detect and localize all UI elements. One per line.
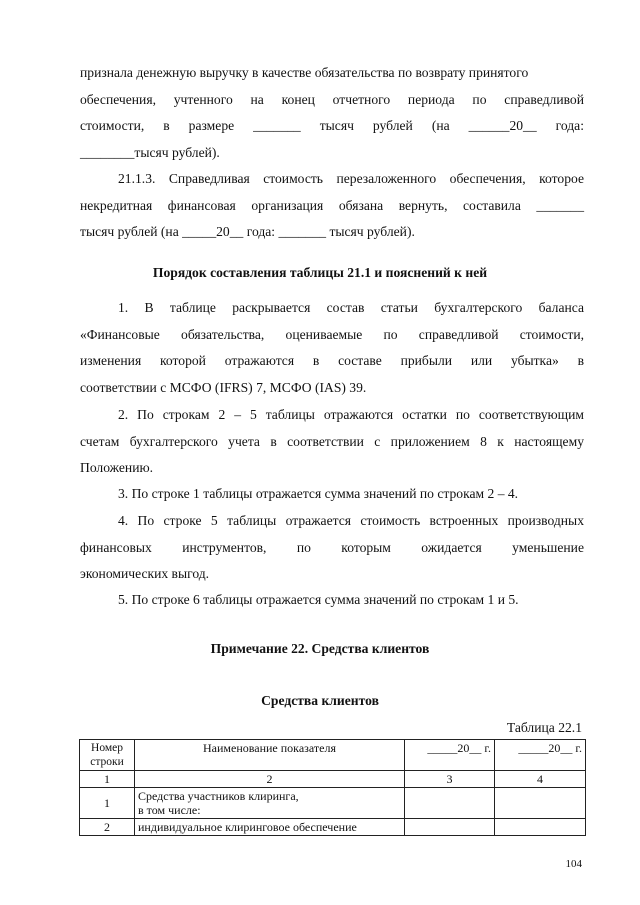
- instruction-item-3: [80, 481, 584, 508]
- text-line: соответствии с МСФО (IFRS) 7, МСФО (IAS) 39.: [80, 379, 367, 395]
- text-line: счетам бухгалтерского учета в соответствии с приложением 8 к настоящему: [80, 433, 584, 449]
- row-value: [495, 819, 586, 836]
- header-period-1: _____20__ г.: [405, 740, 495, 771]
- text-line: обеспечения, учтенного на конец отчетного периода по справедливой: [80, 91, 584, 107]
- text-line: 1. В таблице раскрывается состав статьи бухгалтерского баланса: [118, 300, 584, 315]
- table-caption: Таблица 22.1: [506, 720, 582, 735]
- table-column-number-row: [80, 771, 586, 788]
- client-funds-table: [79, 739, 586, 836]
- text-line: тысяч рублей (на _____20__ года: _______ тысяч рублей).: [80, 224, 415, 239]
- instruction-item-5: [80, 587, 584, 614]
- row-name-line: Средства участников клиринга,: [138, 789, 299, 803]
- instruction-item-2: [80, 402, 584, 482]
- instruction-item-1: [80, 295, 584, 401]
- table-row: [80, 819, 586, 836]
- text-line: 3. По строке 1 таблицы отражается сумма значений по строкам 2 – 4.: [118, 486, 519, 501]
- section-heading: Порядок составления таблицы 21.1 и пояснений к ней: [152, 265, 488, 280]
- paragraph-21-1-3: [80, 166, 584, 246]
- row-value: [405, 788, 495, 819]
- column-number: 4: [495, 771, 586, 788]
- text-line: экономических выгод.: [80, 566, 210, 581]
- text-line: 21.1.3. Справедливая стоимость перезаложенного обеспечения, которое: [118, 171, 584, 186]
- table-title: Средства клиентов: [261, 693, 379, 708]
- text-line: ________тысяч рублей).: [80, 144, 220, 160]
- text-line: стоимости, в размере _______ тысяч рублей (на ______20__ года:: [80, 118, 584, 133]
- row-number: 2: [80, 819, 135, 836]
- row-value: [495, 788, 586, 819]
- row-number: 1: [80, 788, 135, 819]
- row-value: [405, 819, 495, 836]
- text-line: 2. По строкам 2 – 5 таблицы отражаются остатки по соответствующим: [118, 407, 584, 422]
- text-line: 4. По строке 5 таблицы отражается стоимость встроенных производных: [118, 513, 584, 528]
- row-name-line: в том числе:: [138, 803, 201, 817]
- paragraph-collateral-continuation: [80, 60, 584, 166]
- table-header-row: [80, 740, 586, 771]
- text-line: 5. По строке 6 таблицы отражается сумма значений по строкам 1 и 5.: [118, 592, 519, 607]
- text-line: финансовых инструментов, по которым ожидается уменьшение: [80, 539, 584, 555]
- row-name: [135, 788, 405, 819]
- column-number: 3: [405, 771, 495, 788]
- instruction-item-4: [80, 508, 584, 588]
- text-line: изменения которой отражаются в составе прибыли или убытка» в: [80, 353, 584, 368]
- header-period-2: _____20__ г.: [495, 740, 586, 771]
- text-line: некредитная финансовая организация обязана вернуть, составила _______: [80, 197, 584, 213]
- text-line: Положению.: [80, 460, 154, 475]
- column-number: 1: [80, 771, 135, 788]
- row-name: индивидуальное клиринговое обеспечение: [135, 819, 405, 836]
- column-number: 2: [135, 771, 405, 788]
- text-line: признала денежную выручку в качестве обязательства по возврату принятого: [80, 65, 529, 80]
- page-number: 104: [565, 858, 582, 870]
- note-heading: Примечание 22. Средства клиентов: [210, 641, 430, 656]
- table-row: [80, 788, 586, 819]
- text-line: «Финансовые обязательства, оцениваемые по справедливой стоимости,: [80, 326, 584, 342]
- header-row-number: Номер строки: [80, 740, 135, 771]
- header-indicator-name: Наименование показателя: [135, 740, 405, 771]
